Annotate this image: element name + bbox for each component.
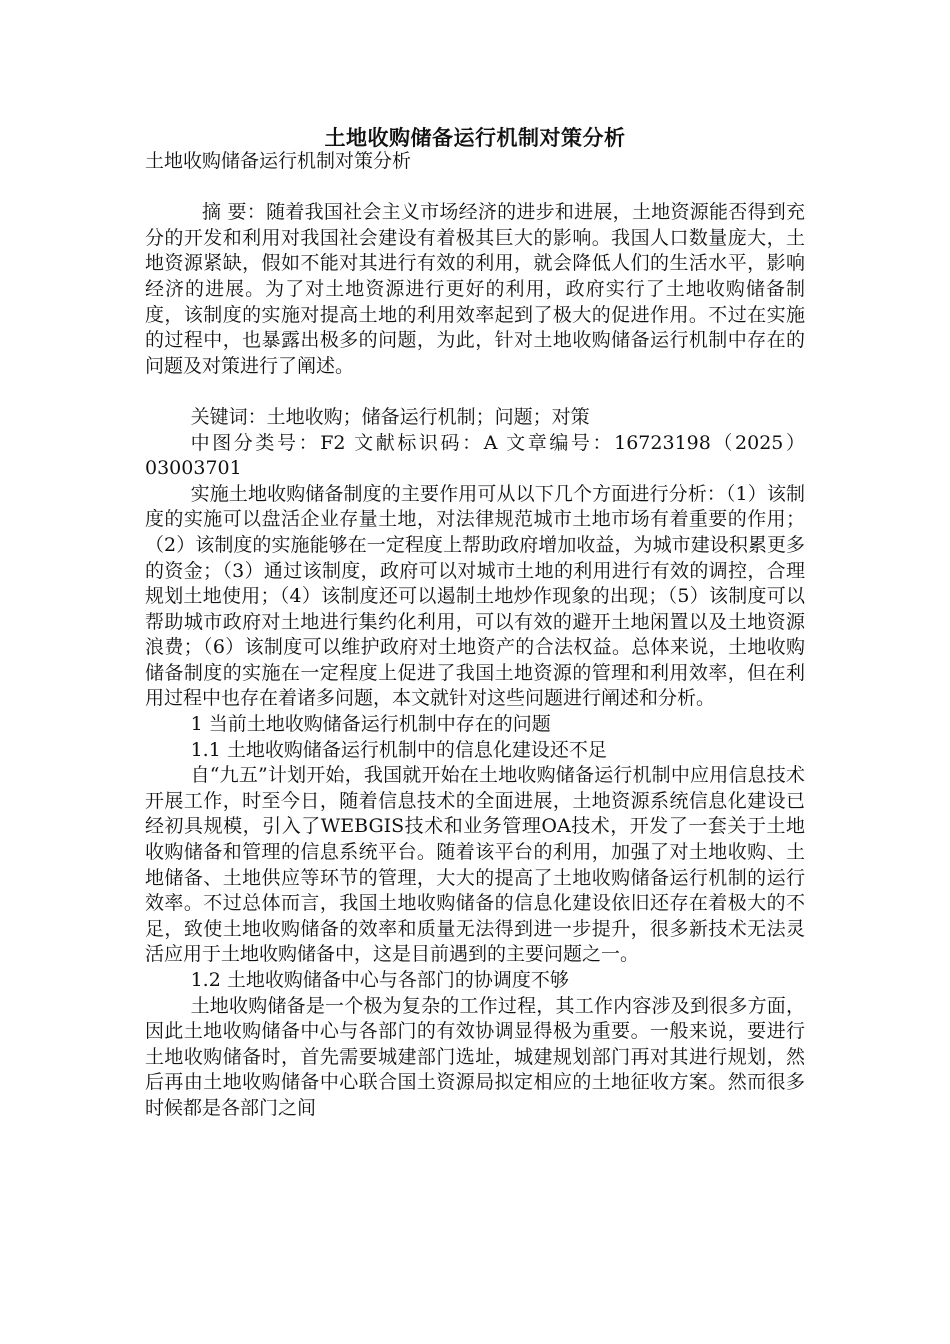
abstract-paragraph: 摘 要：随着我国社会主义市场经济的进步和进展，土地资源能否得到充分的开发和利用对我国社会建设有着极其巨大的影响。我国人口数量庞大，土地资源紧缺，假如不能对其进行有效的利用，就会降低人们的生活水平，影响经济的进展。为了对土地资源进行更好的利用，政府实行了土地收购储备制度，该制度的实施对提高土地的利用效率起到了极大的促进作用。不过在实施的过程中，也暴露出极多的问题，为此，针对土地收购储备运行机制中存在的问题及对策进行了阐述。 (145, 201, 805, 377)
section-heading-1: 1 当前土地收购储备运行机制中存在的问题 (190, 713, 551, 736)
classification-line: 中图分类号：F2 文献标识码：A 文章编号：16723198（2025）03003701 (145, 431, 805, 480)
intro-paragraph: 实施土地收购储备制度的主要作用可从以下几个方面进行分析：（1）该制度的实施可以盘活企业存量土地，对法律规范城市土地市场有着重要的作用；（2）该制度的实施能够在一定程度上帮助政府增加收益，为城市建设积累更多的资金；（3）通过该制度，政府可以对城市土地的利用进行有效的调控，合理规划土地使用；（4）该制度还可以遏制土地炒作现象的出现；（5）该制度可以帮助城市政府对土地进行集约化利用，可以有效的避开土地闲置以及土地资源浪费；（6）该制度可以维护政府对土地资产的合法权益。总体来说，土地收购储备制度的实施在一定程度上促进了我国土地资源的管理和利用效率，但在利用过程中也存在着诸多问题，本文就针对这些问题进行阐述和分析。 (145, 482, 805, 710)
section-heading-1-2: 1.2 土地收购储备中心与各部门的协调度不够 (190, 969, 569, 991)
document-body (145, 149, 805, 1122)
section-1-1-paragraph: 自“九五”计划开始，我国就开始在土地收购储备运行机制中应用信息技术开展工作，时至今日，随着信息技术的全面进展，土地资源系统信息化建设已经初具规模，引入了WEBGIS技术和业务管理OA技术，开发了一套关于土地收购储备和管理的信息系统平台。随着该平台的利用，加强了对土地收购、土地储备、土地供应等环节的管理，大大的提高了土地收购储备运行机制的运行效率。不过总体而言，我国土地收购储备的信息化建设依旧还存在着极大的不足，致使土地收购储备的效率和质量无法得到进一步提升，很多新技术无法灵活应用于土地收购储备中，这是目前遇到的主要问题之一。 (145, 764, 805, 966)
document-subtitle: 土地收购储备运行机制对策分析 (145, 150, 412, 172)
blank-line (145, 175, 805, 201)
keywords-line: 关键词：土地收购；储备运行机制；问题；对策 (190, 405, 590, 428)
section-1-2-paragraph: 土地收购储备是一个极为复杂的工作过程，其工作内容涉及到很多方面，因此土地收购储备中心与各部门的有效协调显得极为重要。一般来说，要进行土地收购储备时，首先需要城建部门选址，城建规划部门再对其进行规划，然后再由土地收购储备中心联合国土资源局拟定相应的土地征收方案。然而很多时候都是各部门之间 (145, 994, 805, 1119)
section-heading-1-1: 1.1 土地收购储备运行机制中的信息化建设还不足 (190, 738, 607, 761)
document-title: 土地收购储备运行机制对策分析 (324, 126, 626, 150)
